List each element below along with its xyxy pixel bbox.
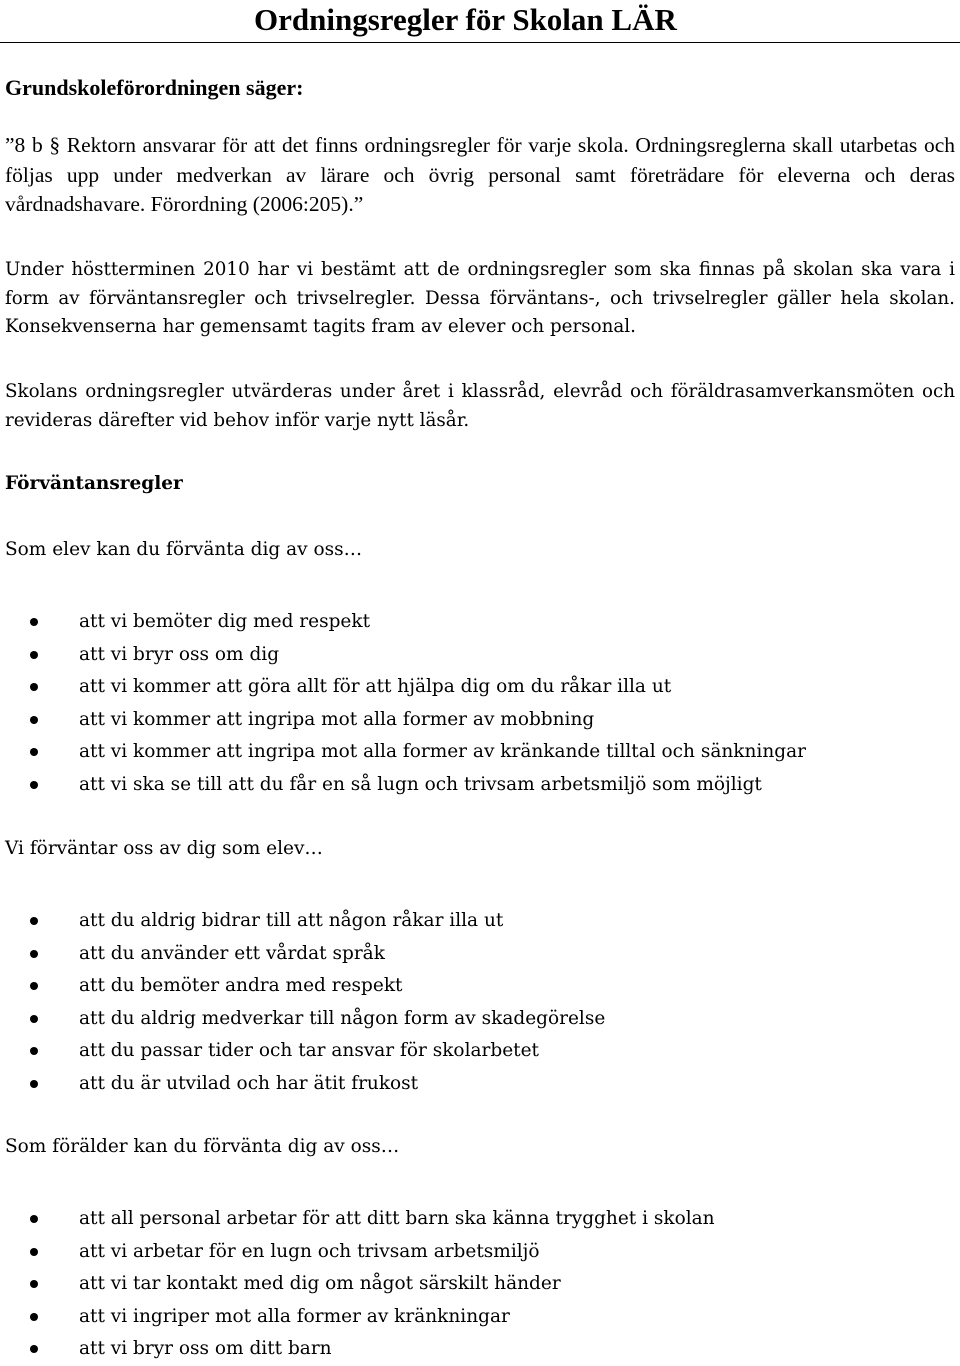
list-item: att vi kommer att ingripa mot alla former av kränkande tilltal och sänkningar — [0, 736, 960, 769]
bullet-icon — [30, 1047, 38, 1055]
list-item: att vi ingriper mot alla former av kränkningar — [0, 1301, 960, 1334]
bullet-icon — [30, 982, 38, 990]
bullet-list-student-expects — [0, 606, 960, 801]
list-item: att du passar tider och tar ansvar för skolarbetet — [0, 1035, 960, 1068]
bullet-icon — [30, 1345, 38, 1353]
bullet-icon — [30, 1248, 38, 1256]
lead-student-expects: Som elev kan du förvänta dig av oss… — [5, 539, 363, 560]
list-item: att du bemöter andra med respekt — [0, 970, 960, 1003]
list-item: att du aldrig medverkar till någon form av skadegörelse — [0, 1003, 960, 1036]
bullet-icon — [30, 618, 38, 626]
page-title: Ordningsregler för Skolan LÄR — [254, 2, 677, 37]
bullet-icon — [30, 716, 38, 724]
list-item: att vi ska se till att du får en så lugn och trivsam arbetsmiljö som möjligt — [0, 769, 960, 802]
bullet-list-we-expect — [0, 905, 960, 1100]
list-item: att vi bemöter dig med respekt — [0, 606, 960, 639]
list-item: att vi bryr oss om ditt barn — [0, 1333, 960, 1366]
bullet-icon — [30, 950, 38, 958]
list-item: att du aldrig bidrar till att någon råkar illa ut — [0, 905, 960, 938]
bullet-icon — [30, 683, 38, 691]
bullet-icon — [30, 1015, 38, 1023]
list-item: att vi kommer att göra allt för att hjälpa dig om du råkar illa ut — [0, 671, 960, 704]
section-heading-expectations: Förväntansregler — [5, 473, 183, 494]
lead-parent-expects: Som förälder kan du förvänta dig av oss… — [5, 1136, 400, 1157]
list-item: att vi arbetar för en lugn och trivsam arbetsmiljö — [0, 1236, 960, 1269]
bullet-icon — [30, 1280, 38, 1288]
paragraph-autumn-term: Under höstterminen 2010 har vi bestämt att de ordningsregler som ska finnas på skolan ska vara i form av förväntansregler och trivselregler. Dessa förväntans-, och trivselregler gäller hela skolan. Konsekvenserna har gemensamt tagits fram av elever och personal. — [5, 259, 955, 337]
law-quote: ”8 b § Rektorn ansvarar för att det finns ordningsregler för varje skola. Ordningsreglerna skall utarbetas och följas upp under medverkan av lärare och övrig personal samt företrädare för eleverna och deras vårdnadshavare. Förordning (2006:205).” — [5, 133, 955, 216]
paragraph-evaluation: Skolans ordningsregler utvärderas under året i klassråd, elevråd och föräldrasamverkansmöten och revideras därefter vid behov inför varje nytt läsår. — [5, 381, 955, 431]
list-item: att vi tar kontakt med dig om något särskilt händer — [0, 1268, 960, 1301]
bullet-icon — [30, 1080, 38, 1088]
bullet-icon — [30, 651, 38, 659]
bullet-icon — [30, 781, 38, 789]
list-item: att du är utvilad och har ätit frukost — [0, 1068, 960, 1101]
title-bar — [0, 0, 960, 43]
list-item: att du använder ett vårdat språk — [0, 938, 960, 971]
bullet-icon — [30, 1313, 38, 1321]
intro-heading: Grundskoleförordningen säger: — [5, 75, 304, 100]
lead-we-expect-from-student: Vi förväntar oss av dig som elev… — [5, 838, 323, 859]
list-item: att vi bryr oss om dig — [0, 639, 960, 672]
bullet-icon — [30, 748, 38, 756]
list-item: att all personal arbetar för att ditt barn ska känna trygghet i skolan — [0, 1203, 960, 1236]
list-item: att vi kommer att ingripa mot alla former av mobbning — [0, 704, 960, 737]
bullet-icon — [30, 917, 38, 925]
bullet-list-parent-expects — [0, 1203, 960, 1366]
bullet-icon — [30, 1215, 38, 1223]
